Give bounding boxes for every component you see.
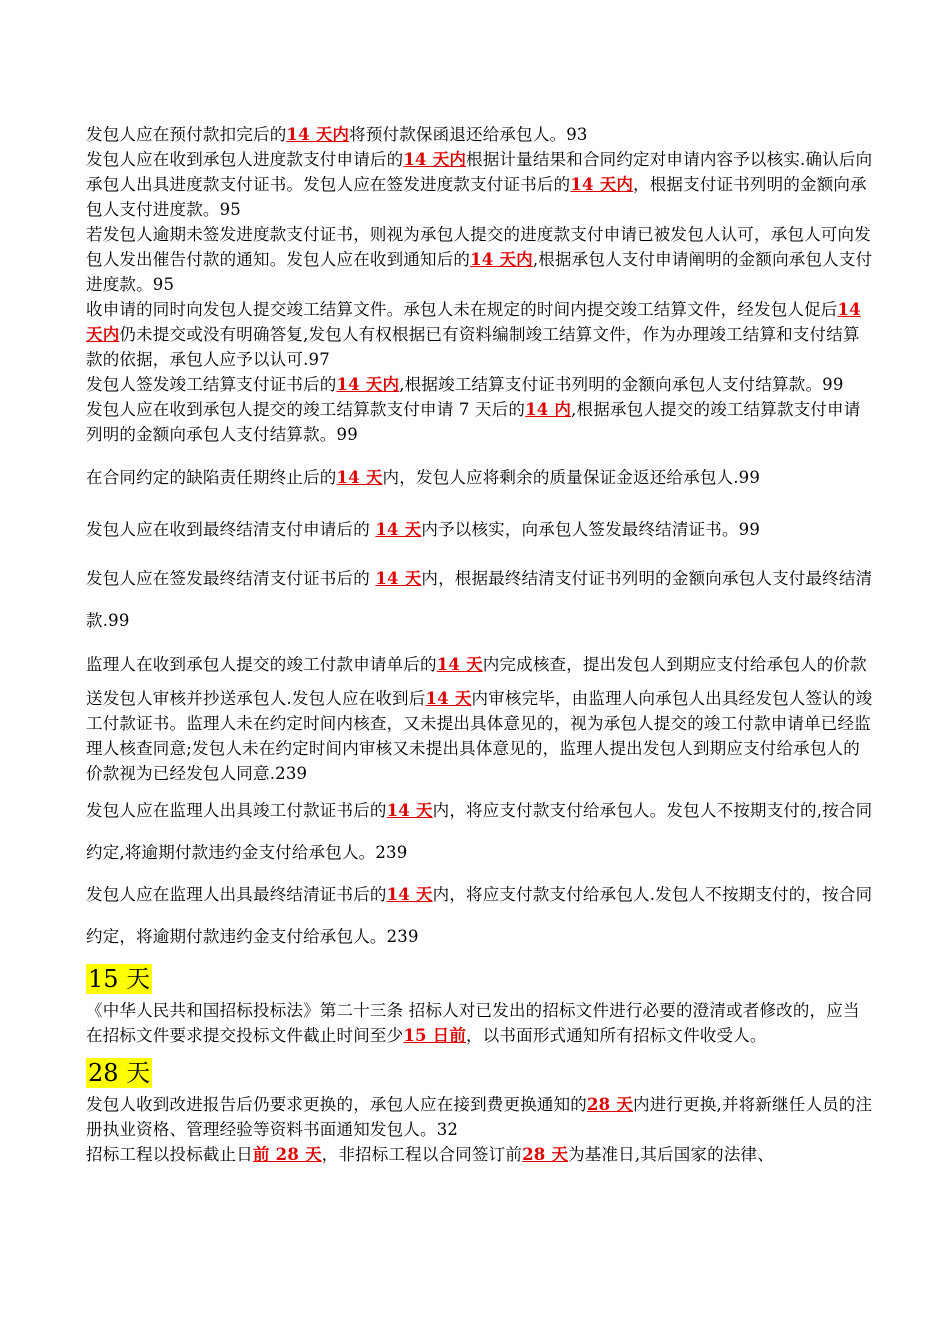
text: 发包人签发竣工结算支付证书后的 (86, 375, 337, 394)
section-heading-15-days: 15 天 (88, 965, 151, 993)
highlight-deadline: 14 天内 (286, 125, 350, 144)
paragraph-supervisor-review (86, 644, 876, 786)
highlight-deadline: 28 天 (587, 1095, 634, 1114)
text: 发包人应在收到承包人进度款支付申请后的 (86, 150, 404, 169)
highlight-deadline: 15 日前 (403, 1026, 467, 1045)
text: 内，发包人应将剩余的质量保证金返还给承包人.99 (382, 468, 761, 487)
text: 发包人应在收到最终结清支付申请后的 (86, 520, 376, 539)
text: ，非招标工程以合同签订前 (321, 1145, 523, 1164)
text: 收申请的同时向发包人提交竣工结算文件。承包人未在规定的时间内提交竣工结算文件，经发包人促后 (86, 300, 838, 319)
paragraph-completion-payment (86, 790, 876, 874)
paragraph-final-clearance-payment (86, 874, 876, 958)
highlight-deadline: 14 天 (425, 689, 472, 708)
text: ,根据竣工结算支付证书列明的金额向承包人支付结算款。99 (399, 375, 844, 394)
document-page (86, 122, 876, 1167)
paragraph-settlement-certificate (86, 372, 876, 397)
text: 内，将应支付款支付给承包人。发包人不按期支付的,按合同约定,将逾期付款违约金支付给承包人。239 (86, 801, 873, 862)
paragraph-prepayment-guarantee (86, 122, 876, 147)
text: 若发包人逾期未签发进度款支付证书，则视为承包人提交的进度款支付申请已被发包人认可，承包人可向发包人发出催告付款的通知。发包人应在收到通知后的 (86, 225, 871, 269)
text: 根据计量结果和合同约定对申请内容予以核实.确认后向承包人出具进度款支付证书。发包人应在签发进度款支付证书后的 (86, 150, 873, 194)
highlight-deadline: 14 内 (525, 400, 572, 419)
highlight-deadline: 14 天 (386, 885, 433, 904)
highlight-deadline: 14 天 (375, 520, 422, 539)
text: 《中华人民共和国招标投标法》第二十三条 招标人对已发出的招标文件进行必要的澄清或者修改的，应当在招标文件要求提交投标文件截止时间至少 (86, 1001, 860, 1045)
text: 内进行更换,并将新继任人员的注册执业资格、管理经验等资料书面通知发包人。32 (86, 1095, 873, 1139)
paragraph-final-settlement-payment (86, 558, 876, 642)
text: 在合同约定的缺陷责任期终止后的 (86, 468, 337, 487)
text: 招标工程以投标截止日 (86, 1145, 253, 1164)
highlight-deadline: 14 天内 (336, 375, 400, 394)
text: 发包人应在监理人出具最终结清证书后的 (86, 885, 387, 904)
highlight-deadline: 前 28 天 (253, 1145, 322, 1164)
highlight-deadline: 14 天 (375, 569, 422, 588)
text: 内予以核实，向承包人签发最终结清证书。99 (421, 520, 761, 539)
text: 为基准日,其后国家的法律、 (568, 1145, 774, 1164)
highlight-deadline: 14 天内 (470, 250, 533, 269)
highlight-deadline: 14 天 (336, 468, 383, 487)
text: ，以书面形式通知所有招标文件收受人。 (466, 1026, 767, 1045)
section-heading-28-days: 28 天 (88, 1059, 151, 1087)
paragraph-quality-deposit (86, 465, 876, 490)
paragraph-base-date (86, 1142, 876, 1167)
highlight-deadline: 14 天内 (403, 150, 467, 169)
text: 发包人应在签发最终结清支付证书后的 (86, 569, 376, 588)
highlight-deadline: 14 天 (386, 801, 433, 820)
paragraph-personnel-replacement (86, 1092, 876, 1142)
text: 内，将应支付款支付给承包人.发包人不按期支付的，按合同约定，将逾期付款违约金支付给承包人。239 (86, 885, 873, 946)
text: 发包人收到改进报告后仍要求更换的，承包人应在接到费更换通知的 (86, 1095, 587, 1114)
paragraph-overdue-certificate (86, 222, 876, 297)
paragraph-settlement-payment-application (86, 397, 876, 447)
text: 内，根据最终结清支付证书列明的金额向承包人支付最终结清款.99 (86, 569, 873, 630)
paragraph-completion-settlement (86, 297, 876, 372)
highlight-deadline: 14 天 (436, 655, 483, 674)
text: ，根据支付证书列明的金额向承包人支付进度款。95 (86, 175, 867, 219)
paragraph-bidding-law (86, 998, 876, 1048)
text: 监理人在收到承包人提交的竣工付款申请单后的 (86, 655, 437, 674)
text: 内完成核查，提出发包人到期应支付给承包人的价款送发包人审核并抄送承包人.发包人应在收到后 (86, 655, 867, 708)
text: 发包人应在预付款扣完后的 (86, 125, 287, 144)
text: 发包人应在监理人出具竣工付款证书后的 (86, 801, 387, 820)
text: 发包人应在收到承包人提交的竣工结算款支付申请 7 天后的 (86, 400, 526, 419)
highlight-deadline: 28 天 (522, 1145, 569, 1164)
text: 仍未提交或没有明确答复,发包人有权根据已有资料编制竣工结算文件，作为办理竣工结算和支付结算款的依据，承包人应予以认可.97 (86, 325, 860, 369)
text: 内审核完毕，由监理人向承包人出具经发包人签认的竣工付款证书。监理人未在约定时间内核查，又未提出具体意见的，视为承包人提交的竣工付款申请单已经监理人核查同意;发包人未在约定时间内审核又未提出具体意见的，监理人提出发包人到期应支付给承包人的价款视为已经发包人同意.239 (86, 689, 873, 783)
paragraph-progress-payment (86, 147, 876, 222)
text: 将预付款保函退还给承包人。93 (349, 125, 588, 144)
paragraph-final-settlement-review (86, 517, 876, 542)
text: ,根据承包人支付申请阐明的金额向承包人支付进度款。95 (86, 250, 873, 294)
text: ,根据承包人提交的竣工结算款支付申请列明的金额向承包人支付结算款。99 (86, 400, 861, 444)
highlight-deadline: 14 天内 (86, 300, 861, 344)
highlight-deadline: 14 天内 (570, 175, 634, 194)
